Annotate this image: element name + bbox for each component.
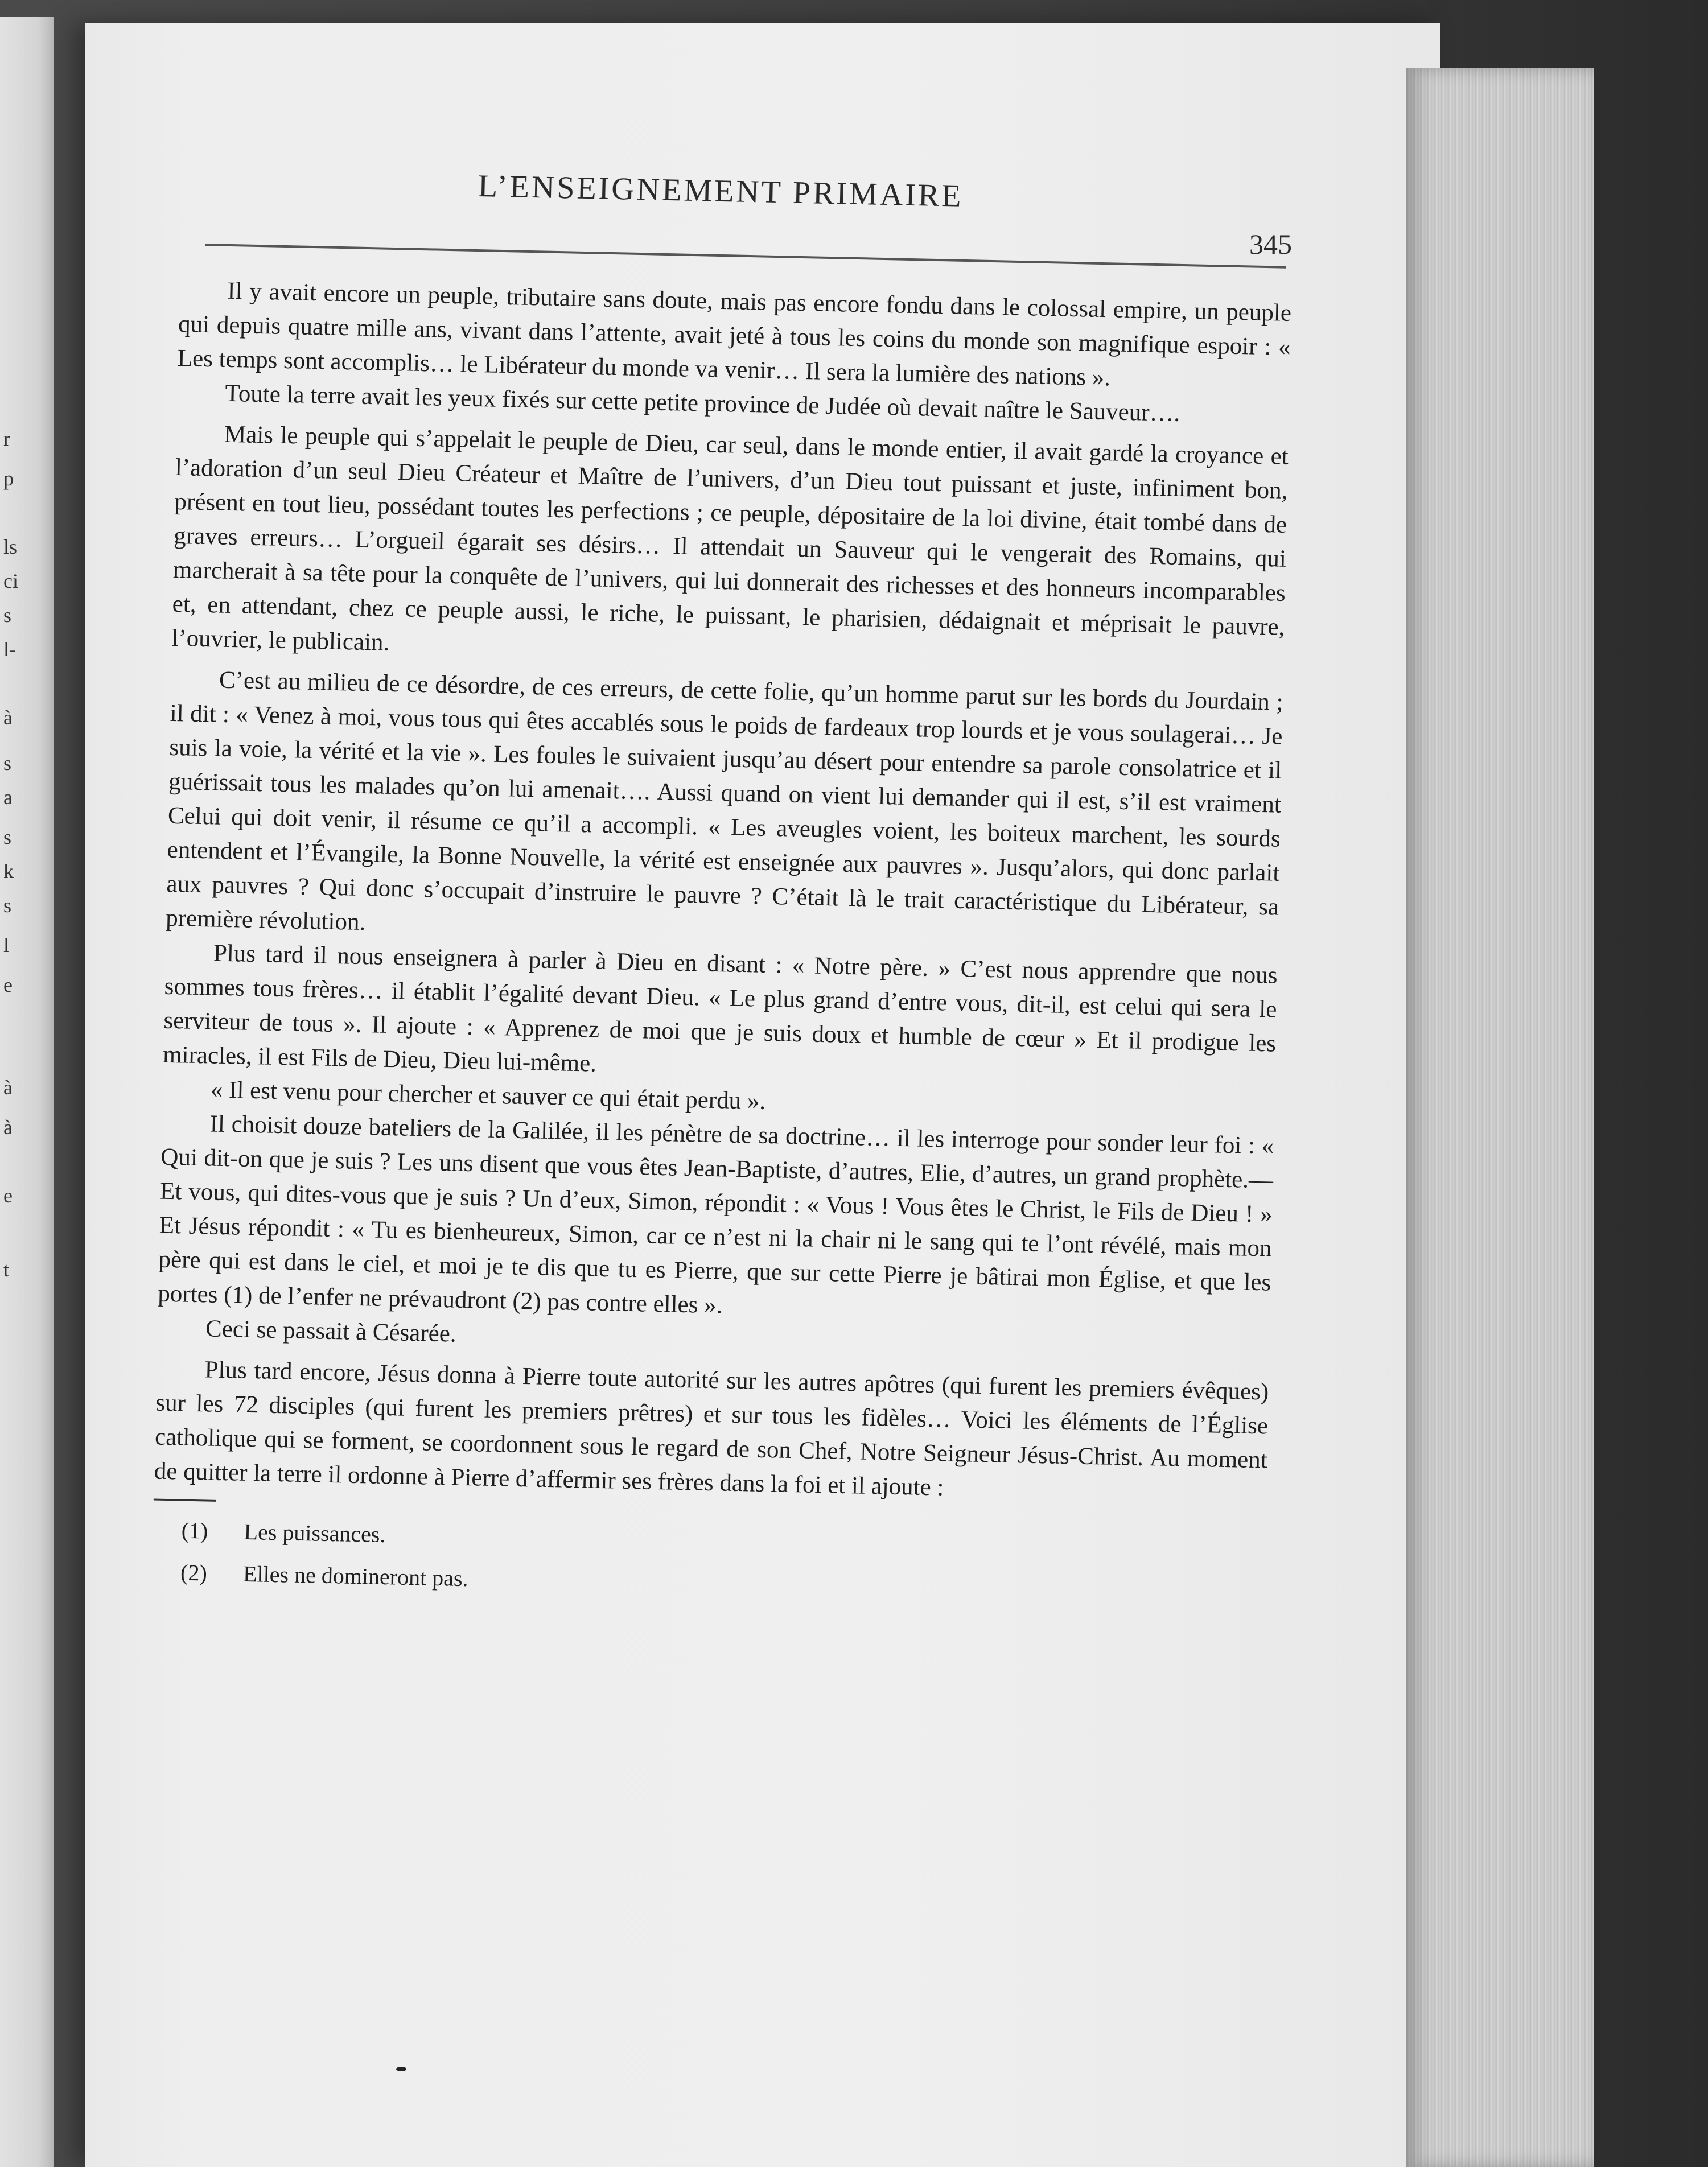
paragraph: Plus tard encore, Jésus donna à Pierre toute autorité sur les autres apôtres (qui furent les premiers évêques) sur les 72 disciples (qui furent les premiers prêtres) et sur tous les fidèles… Voici les éléments de l’Église catholique qui se forment, se coordonnent sous le regard de son Chef, Notre Seigneur Jésus-Christ. Au moment de quitter la terre il ordonne à Pierre d’affermir ses frères dans la foi et il ajoute :: [154, 1356, 1269, 1501]
left-page-fragment: r: [3, 427, 10, 450]
paragraph: Toute la terre avait les yeux fixés sur cette petite province de Judée où devait naître le Sauveur….: [225, 380, 1180, 427]
page-edge-stack: [1406, 68, 1594, 2167]
page-number: 345: [1249, 228, 1292, 260]
footnote-marker: (1): [181, 1517, 208, 1544]
left-page-fragment: l: [3, 934, 10, 957]
left-page-fragment: à: [3, 706, 13, 729]
left-page-fragment: e: [3, 974, 13, 996]
left-page-fragment: s: [3, 604, 12, 627]
footnote-text: Les puissances.: [244, 1518, 386, 1548]
left-page-fragment: à: [3, 1116, 13, 1139]
footnote-rule: [154, 1499, 216, 1502]
left-page-fragment: t: [3, 1258, 10, 1281]
left-page-fragment: ci: [3, 570, 18, 592]
paragraph: « Il est venu pour chercher et sauver ce qui était perdu ».: [210, 1076, 766, 1115]
paragraph: Ceci se passait à Césarée.: [205, 1315, 457, 1348]
paragraph: C’est au milieu de ce désordre, de ces erreurs, de cette folie, qu’un homme parut sur les bords du Jourdain ; il dit : « Venez à moi, vous tous qui êtes accablés sous le poids de fardeaux trop lourds et je vous soulagerai… Je suis la voie, la vérité et la vie ». Les foules le suivaient jusqu’au désert pour entendre sa parole consolatrice et il guérissait tous les malades qu’on lui amenait…. Aussi quand on vient lui demander qui il est, s’il est vraiment Celui qui doit venir, il résume ce qu’il a accompli. « Les aveugles voient, les boiteux marchent, les sourds entendent et l’Évangile, la Bonne Nouvelle, la vérité est enseignée aux pauvres ». Jusqu’alors, qui donc parlait aux pauvres ? Qui donc s’occupait d’instruire le pauvre ? C’était là le trait caractéristique du Libérateur, sa première révolution.: [165, 666, 1284, 936]
left-page-fragment: s: [3, 894, 12, 917]
book-page: [85, 23, 1440, 2167]
left-page-fragment: s: [3, 826, 12, 848]
left-page-fragment: à: [3, 1076, 13, 1099]
left-page-edge: [0, 17, 54, 2167]
left-page-fragment: l-: [3, 638, 16, 661]
footnote-text: Elles ne domineront pas.: [242, 1560, 469, 1592]
left-page-fragment: ls: [3, 535, 18, 558]
paragraph: Plus tard il nous enseignera à parler à Dieu en disant : « Notre père. » C’est nous apprendre que nous sommes tous frères… il établit l’égalité devant Dieu. « Le plus grand d’entre vous, dit-il, est celui qui sera le serviteur de tous ». Il ajoute : « Apprenez de moi que je suis doux et humble de cœur » Et il prodigue les miracles, il est Fils de Dieu, Dieu lui-même.: [162, 940, 1278, 1077]
body-text: [151, 273, 1291, 1621]
left-page-fragment: e: [3, 1184, 13, 1207]
paragraph: Il choisit douze bateliers de la Galilée, il les pénètre de sa doctrine… il les interroge pour sonder leur foi : « Qui dit-on que je suis ? Les uns disent que vous êtes Jean-Baptiste, d’autres, Elie, d’autres, un grand prophète.—Et vous, qui dites-vous que je suis ? Un d’eux, Simon, répondit : « Vous ! Vous êtes le Christ, le Fils de Dieu ! » Et Jésus répondit : « Tu es bienheureux, Simon, car ce n’est ni la chair ni le sang qui te l’ont révélé, mais mon père qui est dans le ciel, et moi je te dis que tu es Pierre, que sur cette Pierre je bâtirai mon Église, et que les portes (1) de l’enfer ne prévaudront (2) pas contre elles ».: [157, 1110, 1274, 1319]
left-page-fragment: a: [3, 786, 13, 809]
dust-speck: [396, 2067, 406, 2071]
left-page-fragment: s: [3, 752, 12, 774]
paragraph: Mais le peuple qui s’appelait le peuple de Dieu, car seul, dans le monde entier, il avait gardé la croyance et l’adoration d’un seul Dieu Créateur et Maître de l’univers, d’un Dieu tout puissant et juste, infiniment bon, présent en tout lieu, possédant toutes les perfections ; ce peuple, dépositaire de la loi divine, était tombé dans de graves erreurs… L’orgueil égarait ses désirs… Il attendait un Sauveur qui le vengerait des Romains, qui marcherait à sa tête pour la conquête de l’univers, qui lui donnerait des richesses et des honneurs incomparables et, en attendant, chez ce peuple aussi, le riche, le puissant, le pharisien, dédaignait et méprisait le pauvre, l’ouvrier, le publicain.: [171, 421, 1289, 656]
paragraph: Il y avait encore un peuple, tributaire sans doute, mais pas encore fondu dans le colossal empire, un peuple qui depuis quatre mille ans, vivant dans l’attente, avait jeté à tous les coins du monde son magnifique espoir : « Les temps sont accomplis… le Libérateur du monde va venir… Il sera la lumière des nations ».: [177, 277, 1292, 392]
footnote-marker: (2): [180, 1559, 208, 1586]
running-title: L’ENSEIGNEMENT PRIMAIRE: [478, 168, 964, 214]
left-page-fragment: k: [3, 860, 14, 883]
header-rule: [205, 244, 1286, 269]
left-page-fragment: p: [3, 467, 14, 490]
